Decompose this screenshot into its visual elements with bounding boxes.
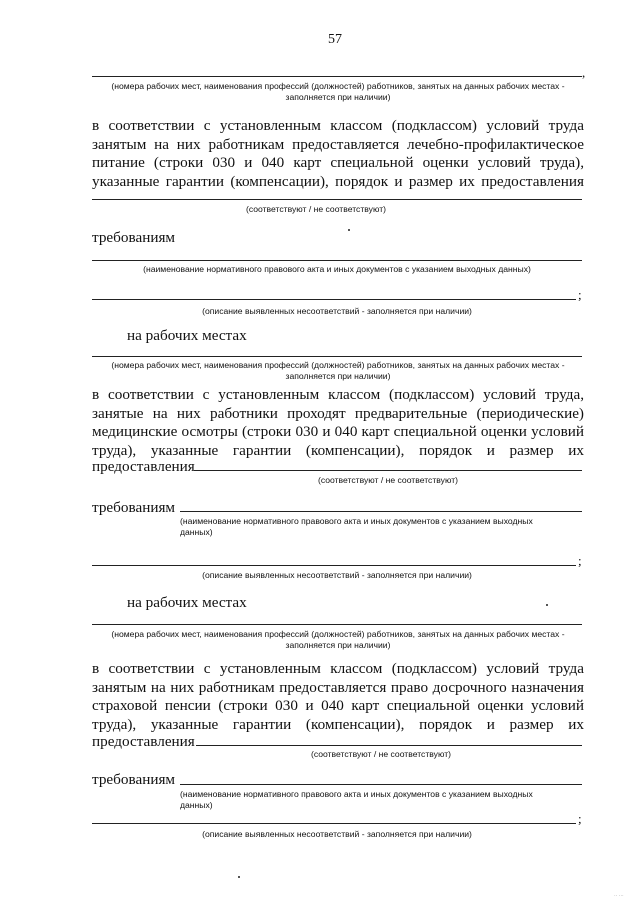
workplaces-caption-1: (номера рабочих мест, наименования профессий (должностей) работников, занятых на данных рабочих местах - заполняется при наличии): [111, 81, 565, 102]
page-number: 57: [328, 32, 342, 47]
workplaces-caption-2: (номера рабочих мест, наименования профессий (должностей) работников, занятых на данных рабочих местах - заполняется при наличии): [111, 360, 565, 381]
paragraph-medical-text: в соответствии с установленным классом (подклассом) условий труда, занятые на них работники проходят предварительные (периодические) медицинские осмотры (строки 030 и 040 карт специальной оценки условий труда), указанные гарантии (компенсации), порядок и размер их: [92, 386, 584, 459]
scan-speck: [546, 604, 548, 606]
semicolon-3: ;: [578, 811, 582, 826]
workplaces-caption-3: (номера рабочих мест, наименования профессий (должностей) работников, занятых на данных рабочих местах - заполняется при наличии): [111, 629, 565, 650]
nonconformity-caption-3: (описание выявленных несоответствий - заполняется при наличии): [202, 829, 472, 839]
scan-speck: [238, 876, 240, 878]
nonconformity-line-2[interactable]: [92, 565, 576, 566]
compliance-caption-1: (соответствуют / не соответствуют): [246, 204, 386, 214]
act-caption-2: (наименование нормативного правового акта и иных документов с указанием выходных данных): [180, 516, 533, 537]
compliance-line-2[interactable]: [194, 470, 582, 471]
act-caption-3: (наименование нормативного правового акта и иных документов с указанием выходных данных): [180, 789, 533, 810]
nonconformity-caption-1: (описание выявленных несоответствий - заполняется при наличии): [202, 306, 472, 316]
act-caption-1: (наименование нормативного правового акта и иных документов с указанием выходных данных): [143, 264, 531, 274]
paragraph-pension-text: в соответствии с установленным классом (подклассом) условий труда занятым на них работникам предоставляется право досрочного назначения страховой пенсии (строки 030 и 040 карт специальной оценки условий труда), указанные гарантии (компенсации), порядок и размер их: [92, 660, 584, 733]
semicolon-2: ;: [578, 553, 582, 568]
nonconformity-line-3[interactable]: [92, 823, 576, 824]
requirements-label-3: требованиям: [92, 771, 176, 788]
compliance-line-1[interactable]: [92, 199, 582, 200]
workplaces-line-3[interactable]: [92, 624, 582, 625]
scan-mark: ·· ···: [614, 893, 624, 899]
nonconformity-line-1[interactable]: [92, 299, 576, 300]
compliance-caption-2: (соответствуют / не соответствуют): [318, 475, 458, 485]
act-line-2[interactable]: [180, 511, 582, 512]
scan-speck: [348, 229, 350, 231]
workplaces-line-1[interactable]: [92, 76, 582, 77]
paragraph-medical: [92, 386, 584, 460]
provision-label-3: предоставления: [92, 733, 195, 750]
at-workplaces-label-2: на рабочих местах: [127, 327, 247, 344]
compliance-caption-3: (соответствуют / не соответствуют): [311, 749, 451, 759]
semicolon-1: ;: [578, 287, 582, 302]
compliance-line-3[interactable]: [196, 745, 582, 746]
comma-mark: ,: [582, 65, 586, 80]
paragraph-pension: [92, 660, 584, 734]
paragraph-nutrition-text: в соответствии с установленным классом (подклассом) условий труда занятым на них работникам предоставляется лечебно-профилактическое питание (строки 030 и 040 карт специальной оценки условий труда), указанные гарантии (компенсации), порядок и размер их предоставления: [92, 117, 584, 190]
requirements-label-2: требованиям: [92, 499, 176, 516]
workplaces-line-2[interactable]: [92, 356, 582, 357]
requirements-label-1: требованиям: [92, 229, 176, 246]
paragraph-nutrition: [92, 117, 584, 191]
nonconformity-caption-2: (описание выявленных несоответствий - заполняется при наличии): [202, 570, 472, 580]
provision-label-2: предоставления: [92, 458, 195, 475]
act-line-3[interactable]: [180, 784, 582, 785]
act-line-1[interactable]: [92, 260, 582, 261]
at-workplaces-label-3: на рабочих местах: [127, 594, 247, 611]
